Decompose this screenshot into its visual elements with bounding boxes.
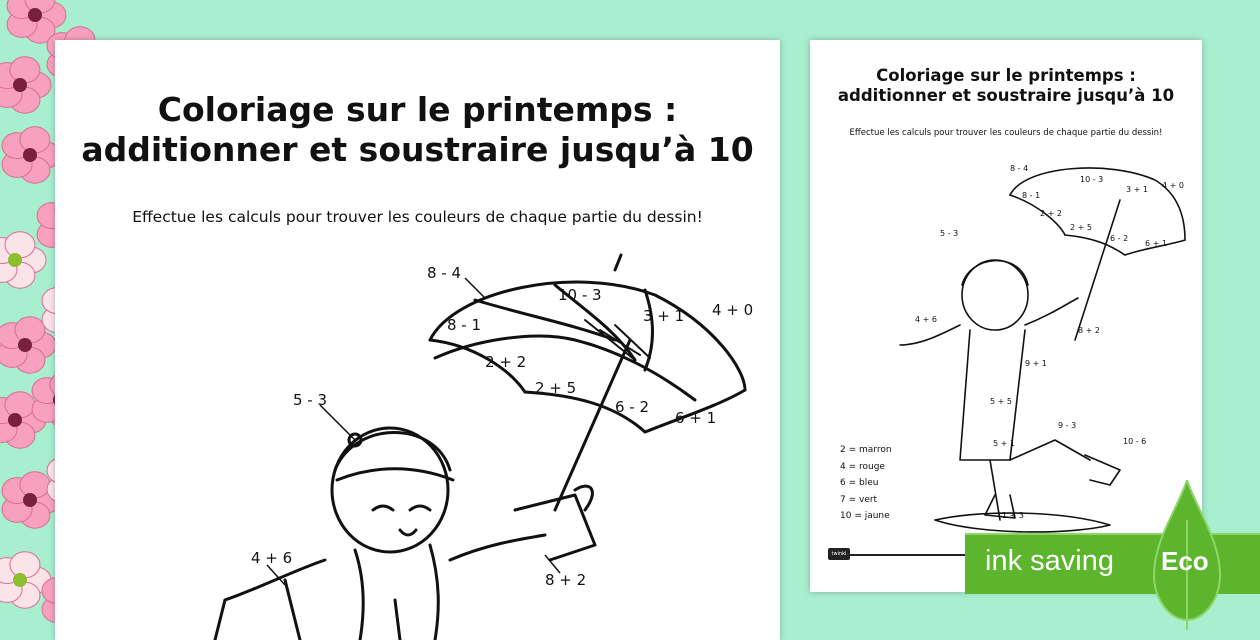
small-label-panel-c: 6 - 2 (1110, 234, 1129, 243)
label-panel-c: 6 - 2 (615, 398, 650, 416)
label-umbrella-left: 8 - 1 (447, 316, 482, 334)
small-label-panel-a: 2 + 2 (1040, 209, 1062, 218)
worksheet-instruction-small: Effectue les calculs pour trouver les couleurs de chaque partie du dessin! (849, 128, 1163, 138)
small-label-panel-b: 2 + 5 (1070, 223, 1092, 232)
title-line-2-small: additionner et soustraire jusqu’à 10 (837, 86, 1175, 106)
label-left-sleeve: 4 + 6 (251, 549, 293, 567)
label-panel-d: 6 + 1 (675, 409, 717, 427)
eco-label: Eco (1161, 546, 1209, 576)
color-legend (840, 442, 892, 525)
label-panel-a: 2 + 2 (485, 353, 527, 371)
brand-logo: twinkl (828, 548, 850, 560)
legend-item: 7 = vert (840, 494, 878, 505)
title-line-2: additionner et soustraire jusqu’à 10 (81, 130, 754, 170)
title-line-1: Coloriage sur le printemps : (157, 90, 678, 129)
small-label-right-leg: 9 - 3 (1058, 421, 1077, 430)
umbrella-shaft (555, 340, 630, 510)
label-umbrella-middle: 10 - 3 (558, 286, 602, 304)
small-label-panel-d: 6 + 1 (1145, 239, 1167, 248)
small-label-coat-bottom: 5 + 5 (990, 397, 1012, 406)
legend-item: 6 = bleu (840, 478, 879, 488)
legend-item: 10 = jaune (840, 511, 890, 521)
label-hat: 5 - 3 (293, 391, 328, 409)
worksheet-page-small (810, 40, 1202, 592)
coloring-drawing (55, 40, 780, 640)
small-label-boot: 10 - 6 (1123, 437, 1147, 446)
small-label-trousers: 5 + 1 (993, 439, 1015, 448)
small-label-coat-top: 9 + 1 (1025, 359, 1047, 368)
small-label-umbrella-top: 8 - 4 (1010, 164, 1029, 173)
title-line-1-small: Coloriage sur le printemps : (876, 66, 1136, 85)
label-right-sleeve: 8 + 2 (545, 571, 587, 589)
ink-saving-label: ink saving (985, 545, 1114, 577)
small-label-left-sleeve: 4 + 6 (915, 315, 937, 324)
legend-item: 4 = rouge (840, 461, 885, 472)
label-umbrella-right-inner: 3 + 1 (643, 307, 685, 325)
label-panel-b: 2 + 5 (535, 379, 577, 397)
right-arm (450, 535, 545, 560)
worksheet-instruction: Effectue les calculs pour trouver les couleurs de chaque partie du dessin! (132, 208, 703, 226)
small-label-umbrella-right-inner: 3 + 1 (1126, 185, 1148, 194)
label-umbrella-tip: 4 + 0 (712, 301, 754, 319)
small-label-puddle: 1 + 3 (1002, 511, 1024, 520)
legend-item: 2 = marron (840, 445, 892, 455)
worksheet-page-large (55, 40, 780, 640)
small-label-umbrella-left: 8 - 1 (1022, 191, 1041, 200)
small-label-umbrella-middle: 10 - 3 (1080, 175, 1104, 184)
right-cuff (515, 495, 595, 560)
girl-head (332, 428, 448, 552)
small-label-hat: 5 - 3 (940, 229, 959, 238)
small-label-right-sleeve: 8 + 2 (1078, 326, 1100, 335)
label-umbrella-top: 8 - 4 (427, 264, 462, 282)
small-label-umbrella-tip: 4 + 0 (1162, 181, 1184, 190)
